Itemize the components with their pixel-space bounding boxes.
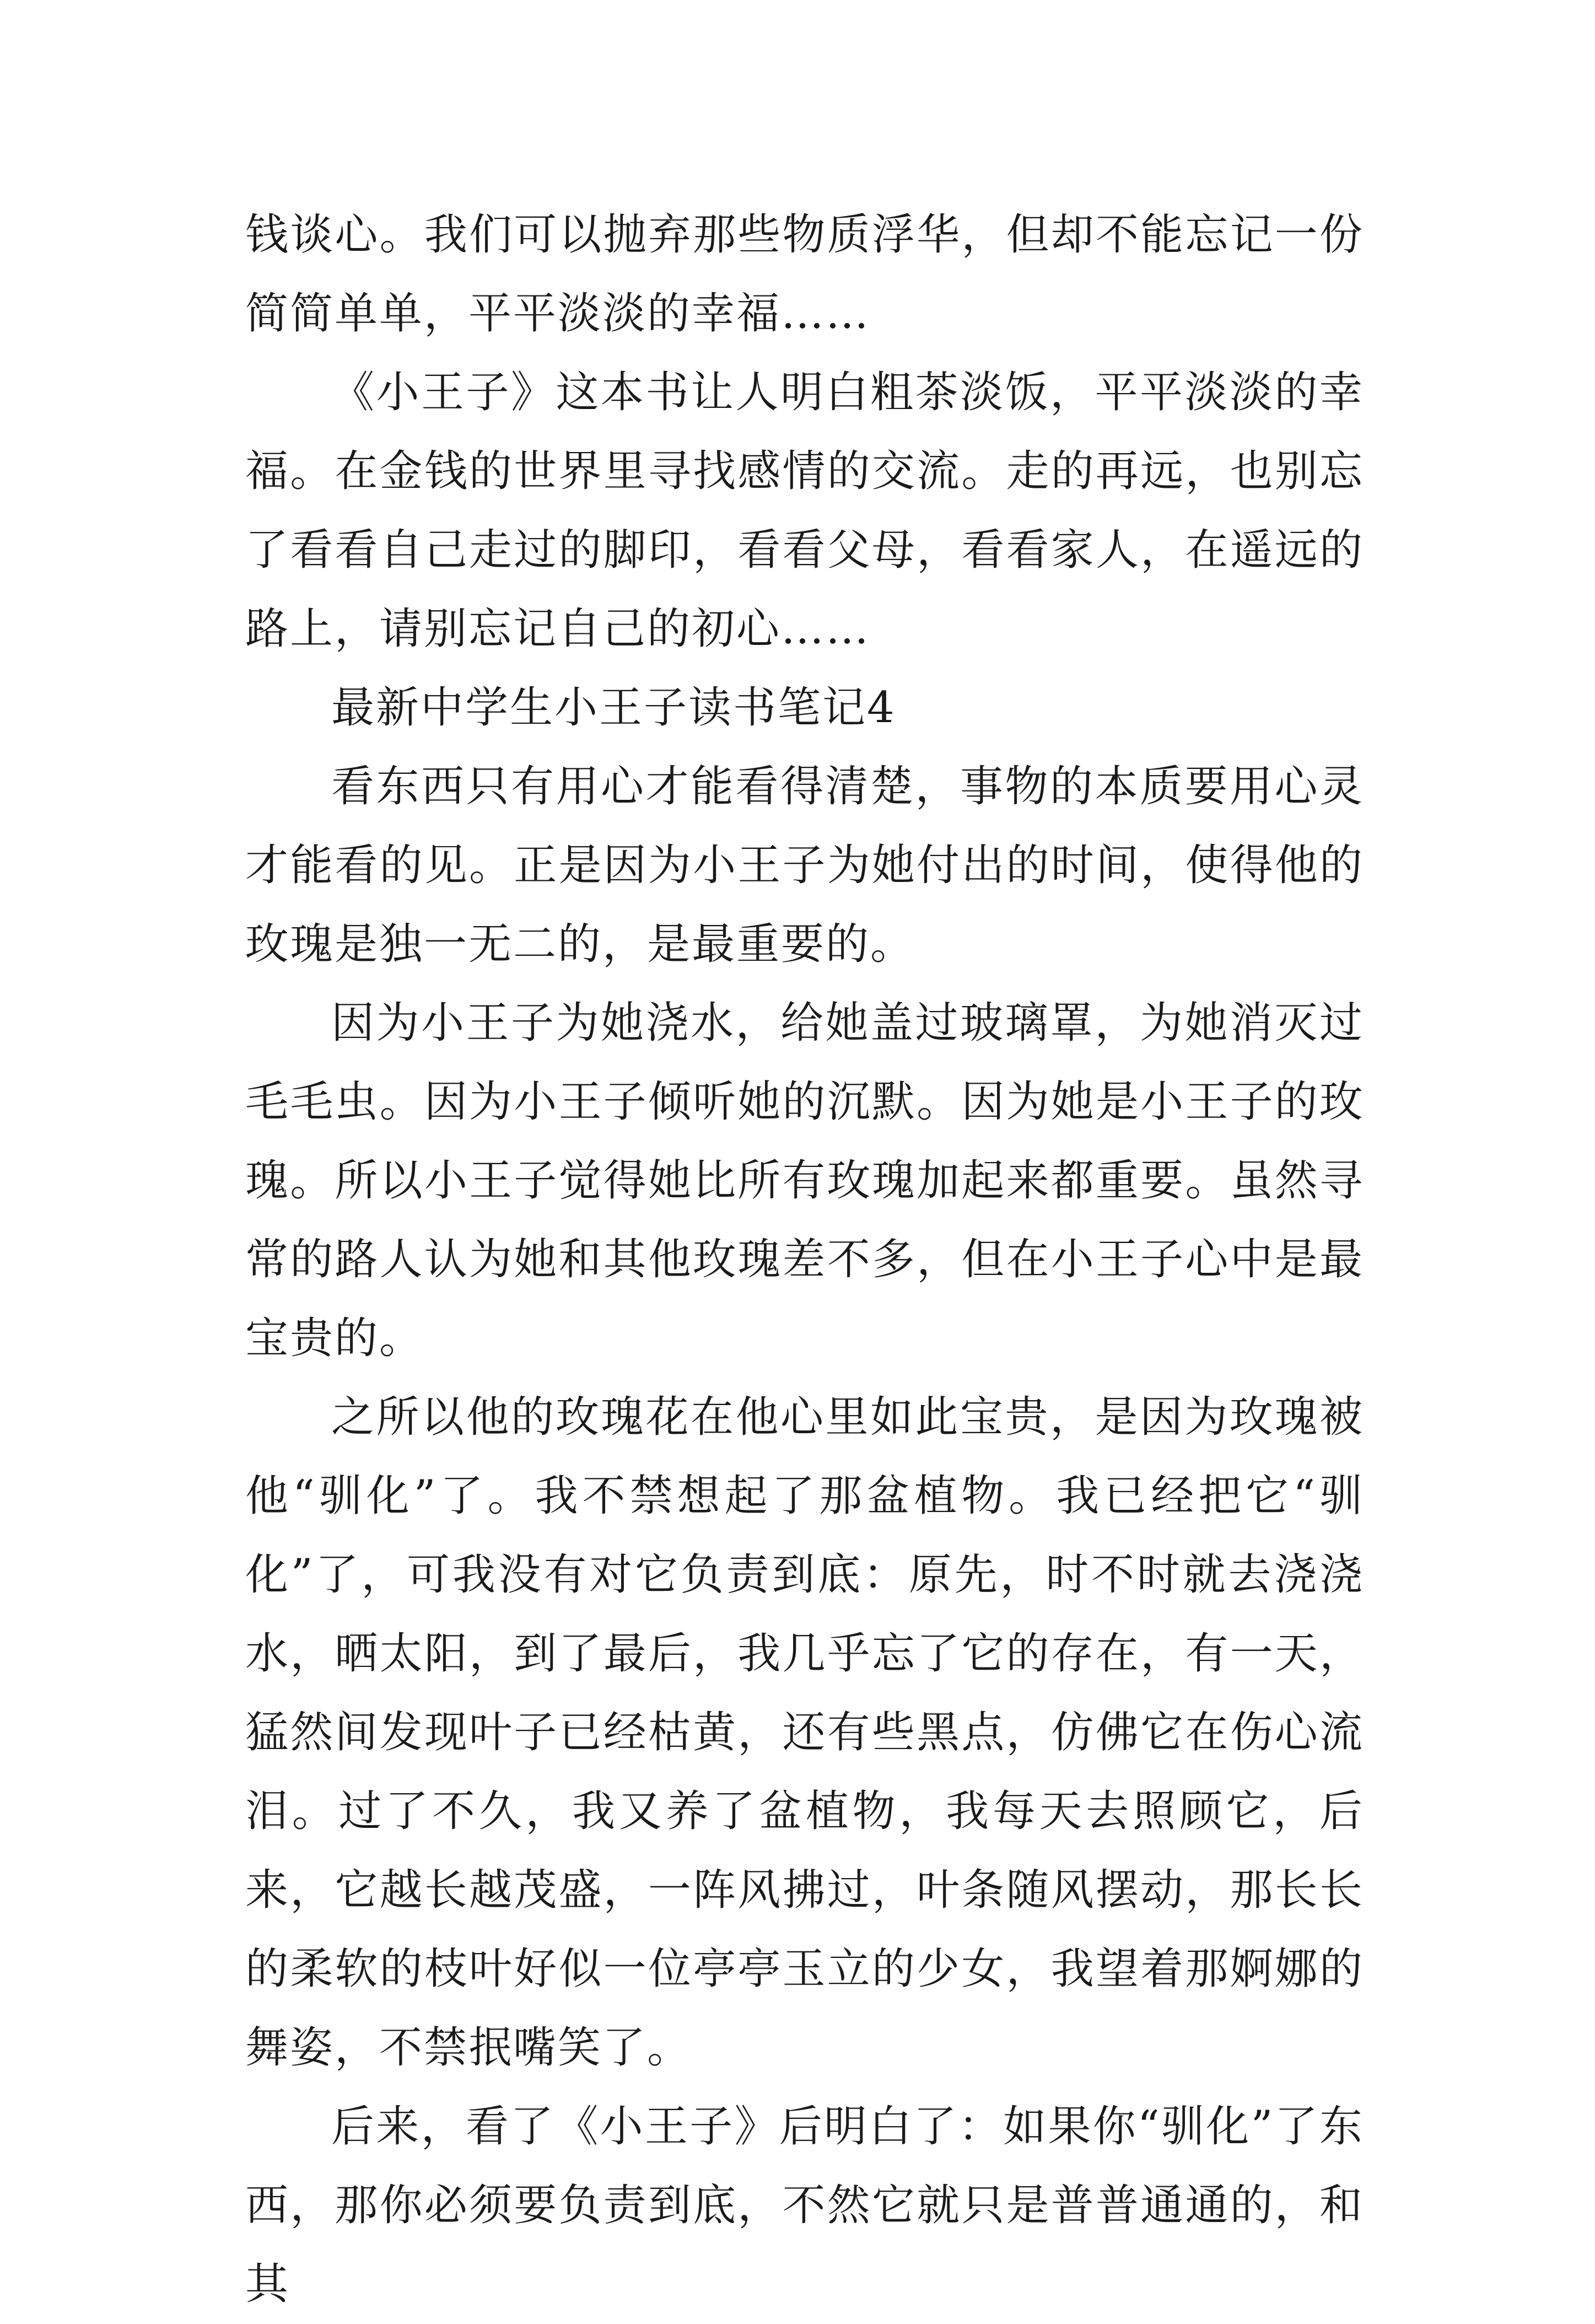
paragraph-3: 看东西只有用心才能看得清楚，事物的本质要用心灵才能看的见。正是因为小王子为她付出的时间，使得他的玫瑰是独一无二的，是最重要的。 bbox=[245, 762, 1364, 969]
paragraph-6: 后来，看了《小王子》后明白了：如果你“驯化”了东西，那你必须要负责到底，不然它就只是普普通通的，和其 bbox=[245, 2102, 1364, 2309]
paragraph-1: 钱谈心。我们可以抛弃那些物质浮华，但却不能忘记一份简简单单，平平淡淡的幸福…… bbox=[245, 210, 1364, 338]
paragraph-4: 因为小王子为她浇水，给她盖过玻璃罩，为她消灭过毛毛虫。因为小王子倾听她的沉默。因为她是小王子的玫瑰。所以小王子觉得她比所有玫瑰加起来都重要。虽然寻常的路人认为她和其他玫瑰差不多，但在小王子心中是最宝贵的。 bbox=[245, 998, 1364, 1363]
document-body bbox=[245, 196, 1364, 2324]
paragraph-2: 《小王子》这本书让人明白粗茶淡饭，平平淡淡的幸福。在金钱的世界里寻找感情的交流。走的再远，也别忘了看看自己走过的脚印，看看父母，看看家人，在遥远的路上，请别忘记自己的初心…… bbox=[245, 368, 1364, 654]
section-heading: 最新中学生小王子读书笔记4 bbox=[331, 683, 896, 733]
paragraph-5: 之所以他的玫瑰花在他心里如此宝贵，是因为玫瑰被他“驯化”了。我不禁想起了那盆植物。我已经把它“驯化”了，可我没有对它负责到底：原先，时不时就去浇浇水，晒太阳，到了最后，我几乎忘了它的存在，有一天，猛然间发现叶子已经枯黄，还有些黑点，仿佛它在伤心流泪。过了不久，我又养了盆植物，我每天去照顾它，后来，它越长越茂盛，一阵风拂过，叶条随风摆动，那长长的柔软的枝叶好似一位亭亭玉立的少女，我望着那婀娜的舞姿，不禁抿嘴笑了。 bbox=[245, 1392, 1364, 2073]
